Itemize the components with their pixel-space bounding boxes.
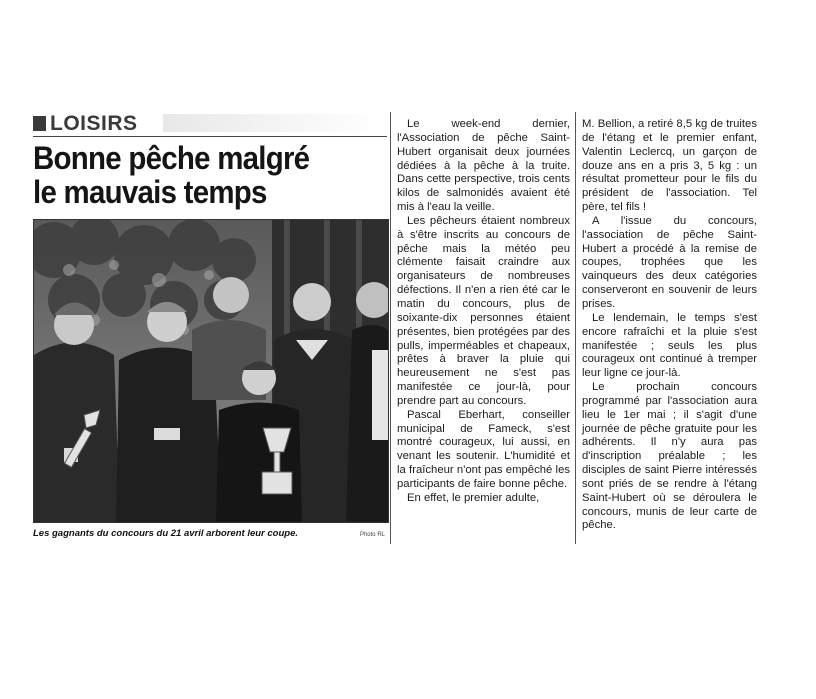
photo-caption <box>33 527 387 541</box>
paragraph: Le week-end dernier, l'Association de pêche Saint-Hubert organisait deux journées dédiées à la pêche à la truite. Dans cette perspective, trois cents kilos de salmonidés avaient été mis à l'eau la veille. <box>397 118 570 214</box>
article-column-2 <box>582 118 757 533</box>
photo-caption-text: Les gagnants du concours du 21 avril arborent leur coupe. <box>33 528 299 539</box>
column-rule-2 <box>575 112 576 544</box>
section-header-shading <box>163 114 383 132</box>
headline-line-1: Bonne pêche malgré <box>33 140 310 176</box>
paragraph: Les pêcheurs étaient nombreux à s'être inscrits au concours de pêche mais la météo peu clémente faisait craindre aux organisateurs de nombreuses défections. Il n'en a rien été car le matin du concours, plus de soixante-dix personnes étaient présentes, bien protégées par des pulls, imperméables et chapeaux, prêtes à braver la pluie qui heureusement ne s'est pas manifestée ce jour-là, pour prendre part au concours. <box>397 214 570 407</box>
paragraph: Le lendemain, le temps s'est encore rafraîchi et la pluie s'est manifestée ; seuls les plus courageux ont continué à tremper leur ligne ce jour-là. <box>582 311 757 380</box>
section-square-icon <box>33 116 46 131</box>
section-name: LOISIRS <box>50 112 138 135</box>
headline <box>33 141 364 209</box>
article-photo <box>33 219 389 523</box>
paragraph: A l'issue du concours, l'association de pêche Saint-Hubert a procédé à la remise de coupes, trophées que les vainqueurs des deux catégories conserveront en souvenir de leurs prises. <box>582 214 757 310</box>
paragraph: Pascal Eberhart, conseiller municipal de Fameck, s'est montré courageux, lui aussi, en venant les soutenir. L'humidité et la fraîcheur n'ont pas empêché les participants de faire bonne pêche. <box>397 408 570 490</box>
photo-credit: Photo RL <box>359 532 385 538</box>
article-column-1 <box>397 118 570 506</box>
headline-line-2: le mauvais temps <box>33 174 267 210</box>
paragraph: Le prochain concours programmé par l'association aura lieu le 1er mai ; il s'agit d'une journée de pêche gratuite pour les adhérents. Il n'y aura pas d'inscription préalable ; les disciples de saint Pierre intéressés sont priés de se rendre à l'étang Saint-Hubert où se déroulera le concours, munis de leur carte de pêche. <box>582 381 757 532</box>
section-header <box>33 112 387 137</box>
paragraph: En effet, le premier adulte, <box>407 491 540 504</box>
column-rule-1 <box>390 112 391 544</box>
paragraph: M. Bellion, a retiré 8,5 kg de truites de l'étang et le premier enfant, Valentin Leclercq, un garçon de douze ans en a pris 3, 5 kg : un résultat prometteur pour le fils du président de l'association. Tel père, tel fils ! <box>582 118 757 214</box>
